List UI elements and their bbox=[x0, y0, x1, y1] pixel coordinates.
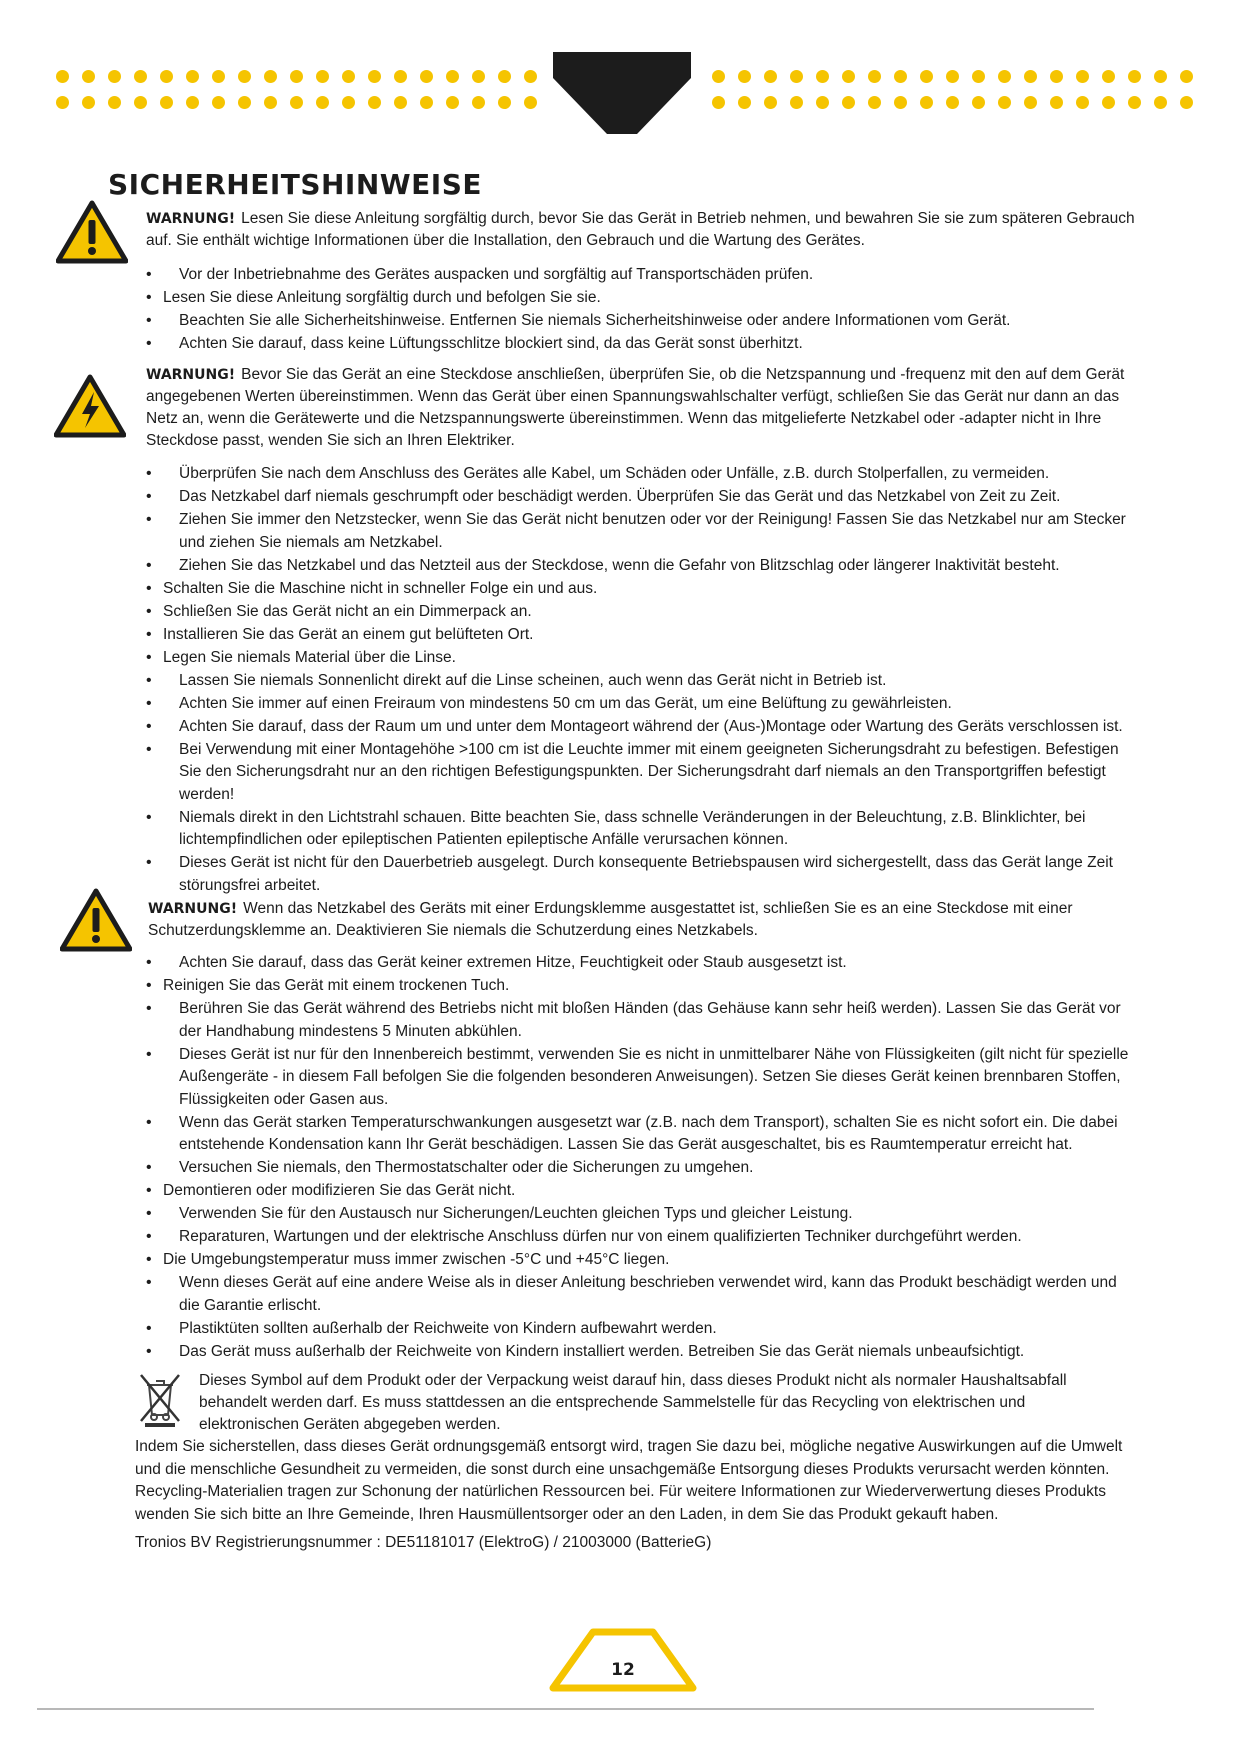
decorative-dot bbox=[1050, 96, 1063, 109]
decorative-dot bbox=[1102, 96, 1115, 109]
decorative-dot bbox=[212, 70, 225, 83]
decorative-dot bbox=[1024, 96, 1037, 109]
list-item: • Berühren Sie das Gerät während des Betriebs nicht mit bloßen Händen (das Gehäuse kann sehr heiß werden). Lassen Sie das Gerät vor der Handhabung mindestens 5 Minuten abkühlen. bbox=[143, 998, 1138, 1043]
list-item: • Versuchen Sie niemals, den Thermostatschalter oder die Sicherungen zu umgehen. bbox=[143, 1157, 1138, 1180]
decorative-dot bbox=[1180, 96, 1193, 109]
electric-hazard-icon bbox=[54, 374, 126, 438]
header-dot-pattern-right bbox=[712, 70, 1206, 122]
list-item: • Wenn das Gerät starken Temperaturschwankungen ausgesetzt war (z.B. nach dem Transport), schalten Sie es nicht sofort ein. Die dabei entstehende Kondensation kann Ihr Gerät beschädigen. Lassen Sie das Gerät ausgeschaltet, bis es Raumtemperatur erreicht hat. bbox=[143, 1112, 1138, 1157]
decorative-dot bbox=[238, 70, 251, 83]
list-item: • Achten Sie immer auf einen Freiraum von mindestens 50 cm um das Gerät, um eine Belüftung zu gewährleisten. bbox=[143, 693, 1138, 716]
section-title: SICHERHEITSHINWEISE bbox=[108, 168, 483, 201]
footer-divider bbox=[37, 1708, 1094, 1710]
decorative-dot bbox=[972, 70, 985, 83]
list-item: • Ziehen Sie das Netzkabel und das Netzteil aus der Steckdose, wenn die Gefahr von Blitzschlag oder längerer Inaktivität besteht. bbox=[143, 555, 1138, 578]
header-triangle-decoration bbox=[551, 52, 693, 136]
list-item: • Lesen Sie diese Anleitung sorgfältig durch und befolgen Sie sie. bbox=[143, 287, 1138, 310]
decorative-dot bbox=[998, 96, 1011, 109]
decorative-dot bbox=[212, 96, 225, 109]
decorative-dot bbox=[524, 96, 537, 109]
decorative-dot bbox=[498, 96, 511, 109]
decorative-dot bbox=[816, 70, 829, 83]
warning-paragraph-2 bbox=[146, 364, 1136, 452]
list-item: • Dieses Gerät ist nicht für den Dauerbetrieb ausgelegt. Durch konsequente Betriebspausen wird sichergestellt, dass das Gerät lange Zeit störungsfrei arbeitet. bbox=[143, 852, 1138, 897]
list-item: • Plastiktüten sollten außerhalb der Reichweite von Kindern aufbewahrt werden. bbox=[143, 1318, 1138, 1341]
decorative-dot bbox=[186, 96, 199, 109]
warning-label: WARNUNG! bbox=[148, 901, 238, 917]
warning-paragraph-1 bbox=[146, 208, 1136, 252]
decorative-dot bbox=[1128, 70, 1141, 83]
list-item: • Vor der Inbetriebnahme des Gerätes auspacken und sorgfältig auf Transportschäden prüfen. bbox=[143, 264, 1138, 287]
list-item: • Lassen Sie niemals Sonnenlicht direkt auf die Linse scheinen, auch wenn das Gerät nicht in Betrieb ist. bbox=[143, 670, 1138, 693]
decorative-dot bbox=[894, 96, 907, 109]
decorative-dot bbox=[342, 70, 355, 83]
list-item: • Achten Sie darauf, dass das Gerät keiner extremen Hitze, Feuchtigkeit oder Staub ausgesetzt ist. bbox=[143, 952, 1138, 975]
list-item: • Achten Sie darauf, dass der Raum um und unter dem Montageort während der (Aus-)Montage oder Wartung des Geräts verschlossen ist. bbox=[143, 716, 1138, 739]
decorative-dot bbox=[524, 70, 537, 83]
list-item: • Schalten Sie die Maschine nicht in schneller Folge ein und aus. bbox=[143, 578, 1138, 601]
list-item: • Legen Sie niemals Material über die Linse. bbox=[143, 647, 1138, 670]
warning-text: Wenn das Netzkabel des Geräts mit einer Erdungsklemme ausgestattet ist, schließen Sie es an eine Steckdose mit einer Schutzerdungsklemme an. Deaktivieren Sie niemals die Schutzerdung eines Netzkabels. bbox=[148, 900, 1073, 939]
warning-text: Lesen Sie diese Anleitung sorgfältig durch, bevor Sie das Gerät in Betrieb nehmen, und bewahren Sie sie zum späteren Gebrauch auf. Sie enthält wichtige Informationen über die Installation, den Gebrauch und die Wartung des Gerätes. bbox=[146, 210, 1135, 249]
decorative-dot bbox=[264, 96, 277, 109]
list-item: • Reparaturen, Wartungen und der elektrische Anschluss dürfen nur von einem qualifizierten Techniker durchgeführt werden. bbox=[143, 1226, 1138, 1249]
decorative-dot bbox=[894, 70, 907, 83]
decorative-dot bbox=[316, 96, 329, 109]
decorative-dot bbox=[108, 96, 121, 109]
decorative-dot bbox=[1180, 70, 1193, 83]
decorative-dot bbox=[868, 70, 881, 83]
warning-exclamation-icon bbox=[56, 200, 128, 264]
decorative-dot bbox=[712, 96, 725, 109]
list-item: • Demontieren oder modifizieren Sie das Gerät nicht. bbox=[143, 1180, 1138, 1203]
decorative-dot bbox=[946, 96, 959, 109]
decorative-dot bbox=[82, 96, 95, 109]
decorative-dot bbox=[1050, 70, 1063, 83]
crossed-bin-icon bbox=[137, 1371, 183, 1427]
decorative-dot bbox=[394, 70, 407, 83]
decorative-dot bbox=[816, 96, 829, 109]
decorative-dot bbox=[1154, 70, 1167, 83]
list-item: • Beachten Sie alle Sicherheitshinweise. Entfernen Sie niemals Sicherheitshinweise oder andere Informationen vom Gerät. bbox=[143, 310, 1138, 333]
decorative-dot bbox=[82, 70, 95, 83]
decorative-dot bbox=[108, 70, 121, 83]
decorative-dot bbox=[316, 70, 329, 83]
registration-number: Tronios BV Registrierungsnummer : DE51181017 (ElektroG) / 21003000 (BatterieG) bbox=[135, 1534, 712, 1551]
decorative-dot bbox=[446, 70, 459, 83]
decorative-dot bbox=[160, 96, 173, 109]
decorative-dot bbox=[368, 96, 381, 109]
decorative-dot bbox=[368, 70, 381, 83]
list-item: • Das Gerät muss außerhalb der Reichweite von Kindern installiert werden. Betreiben Sie das Gerät niemals unbeaufsichtigt. bbox=[143, 1341, 1138, 1364]
decorative-dot bbox=[56, 96, 69, 109]
decorative-dot bbox=[1076, 70, 1089, 83]
decorative-dot bbox=[56, 70, 69, 83]
decorative-dot bbox=[134, 70, 147, 83]
list-item: • Überprüfen Sie nach dem Anschluss des Gerätes alle Kabel, um Schäden oder Unfälle, z.B. durch Stolperfallen, zu vermeiden. bbox=[143, 463, 1138, 486]
decorative-dot bbox=[446, 96, 459, 109]
list-item: • Wenn dieses Gerät auf eine andere Weise als in dieser Anleitung beschrieben verwendet wird, kann das Produkt beschädigt werden und die Garantie erlischt. bbox=[143, 1272, 1138, 1317]
decorative-dot bbox=[842, 70, 855, 83]
decorative-dot bbox=[972, 96, 985, 109]
decorative-dot bbox=[420, 70, 433, 83]
list-item: • Achten Sie darauf, dass keine Lüftungsschlitze blockiert sind, da das Gerät sonst überhitzt. bbox=[143, 333, 1138, 356]
decorative-dot bbox=[1102, 70, 1115, 83]
decorative-dot bbox=[420, 96, 433, 109]
bullet-list-2 bbox=[143, 463, 1138, 898]
decorative-dot bbox=[238, 96, 251, 109]
decorative-dot bbox=[472, 96, 485, 109]
list-item: • Ziehen Sie immer den Netzstecker, wenn Sie das Gerät nicht benutzen oder vor der Reinigung! Fassen Sie das Netzkabel nur am Stecker und ziehen Sie niemals am Netzkabel. bbox=[143, 509, 1138, 554]
decorative-dot bbox=[920, 96, 933, 109]
list-item: • Das Netzkabel darf niemals geschrumpft oder beschädigt werden. Überprüfen Sie das Gerät und das Netzkabel von Zeit zu Zeit. bbox=[143, 486, 1138, 509]
list-item: • Verwenden Sie für den Austausch nur Sicherungen/Leuchten gleichen Typs und gleicher Leistung. bbox=[143, 1203, 1138, 1226]
decorative-dot bbox=[1076, 96, 1089, 109]
decorative-dot bbox=[920, 70, 933, 83]
decorative-dot bbox=[946, 70, 959, 83]
list-item: • Dieses Gerät ist nur für den Innenbereich bestimmt, verwenden Sie es nicht in unmittelbarer Nähe von Flüssigkeiten (gilt nicht für spezielle Außengeräte - in diesem Fall befolgen Sie die folgenden besonderen Anweisungen). Setzen Sie dieses Gerät keinen brennbaren Stoffen, Flüssigkeiten oder Gasen aus. bbox=[143, 1044, 1138, 1112]
decorative-dot bbox=[712, 70, 725, 83]
decorative-dot bbox=[290, 70, 303, 83]
decorative-dot bbox=[290, 96, 303, 109]
list-item: • Die Umgebungstemperatur muss immer zwischen -5°C und +45°C liegen. bbox=[143, 1249, 1138, 1272]
decorative-dot bbox=[134, 96, 147, 109]
decorative-dot bbox=[186, 70, 199, 83]
decorative-dot bbox=[998, 70, 1011, 83]
decorative-dot bbox=[1154, 96, 1167, 109]
decorative-dot bbox=[472, 70, 485, 83]
decorative-dot bbox=[764, 70, 777, 83]
decorative-dot bbox=[394, 96, 407, 109]
header-dot-pattern-left bbox=[56, 70, 550, 122]
list-item: • Reinigen Sie das Gerät mit einem trockenen Tuch. bbox=[143, 975, 1138, 998]
warning-label: WARNUNG! bbox=[146, 211, 236, 227]
decorative-dot bbox=[764, 96, 777, 109]
decorative-dot bbox=[160, 70, 173, 83]
decorative-dot bbox=[1128, 96, 1141, 109]
warning-exclamation-icon bbox=[60, 888, 132, 952]
decorative-dot bbox=[738, 96, 751, 109]
disposal-paragraph: Indem Sie sicherstellen, dass dieses Gerät ordnungsgemäß entsorgt wird, tragen Sie dazu bei, mögliche negative Auswirkungen auf die Umwelt und die menschliche Gesundheit zu vermeiden, die sonst durch eine unsachgemäße Entsorgung dieses Produkts verursacht werden könnten. Recycling-Materialien tragen zur Schonung der natürlichen Ressourcen bei. Für weitere Informationen zur Wiederverwertung dieses Produkts wenden Sie sich bitte an Ihre Gemeinde, Ihren Hausmüllentsorger oder an den Laden, in dem Sie das Produkt gekauft haben. bbox=[135, 1438, 1123, 1523]
list-item: • Installieren Sie das Gerät an einem gut belüfteten Ort. bbox=[143, 624, 1138, 647]
bullet-list-1 bbox=[143, 264, 1138, 356]
list-item: • Niemals direkt in den Lichtstrahl schauen. Bitte beachten Sie, dass schnelle Veränderungen in der Beleuchtung, z.B. Blinklichter, bei lichtempfindlichen oder epileptischen Patienten epileptische Anfälle verursachen können. bbox=[143, 807, 1138, 852]
decorative-dot bbox=[342, 96, 355, 109]
bullet-list-3 bbox=[143, 952, 1138, 1364]
decorative-dot bbox=[868, 96, 881, 109]
decorative-dot bbox=[738, 70, 751, 83]
list-item: • Schließen Sie das Gerät nicht an ein Dimmerpack an. bbox=[143, 601, 1138, 624]
list-item: • Bei Verwendung mit einer Montagehöhe >100 cm ist die Leuchte immer mit einem geeigneten Sicherungsdraht zu befestigen. Befestigen Sie den Sicherungsdraht nur an den richtigen Befestigungspunkten. Der Sicherungsdraht darf niemals an den Transportgriffen befestigt werden! bbox=[143, 739, 1138, 807]
decorative-dot bbox=[790, 70, 803, 83]
decorative-dot bbox=[790, 96, 803, 109]
recycling-symbol-text: Dieses Symbol auf dem Produkt oder der Verpackung weist darauf hin, dass dieses Produkt nicht als normaler Haushaltsabfall behandelt werden darf. Es muss stattdessen an die entsprechende Sammelstelle für das Recycling von elektrischen und elektronischen Geräten abgegeben werden. bbox=[199, 1372, 1067, 1433]
decorative-dot bbox=[498, 70, 511, 83]
warning-paragraph-3 bbox=[148, 898, 1138, 942]
decorative-dot bbox=[842, 96, 855, 109]
decorative-dot bbox=[264, 70, 277, 83]
page-number: 12 bbox=[611, 1660, 635, 1680]
warning-text: Bevor Sie das Gerät an eine Steckdose anschließen, überprüfen Sie, ob die Netzspannung und -frequenz mit den auf dem Gerät angegebenen Werten übereinstimmen. Wenn das Gerät über einen Spannungswahlschalter verfügt, schließen Sie das Gerät nur dann an das Netz an, wenn die Gerätewerte und die Netzspannungswerte übereinstimmen. Wenn das mitgelieferte Netzkabel oder -adapter nicht in Ihre Steckdose passt, wenden Sie sich an Ihren Elektriker. bbox=[146, 366, 1125, 449]
decorative-dot bbox=[1024, 70, 1037, 83]
warning-label: WARNUNG! bbox=[146, 367, 236, 383]
